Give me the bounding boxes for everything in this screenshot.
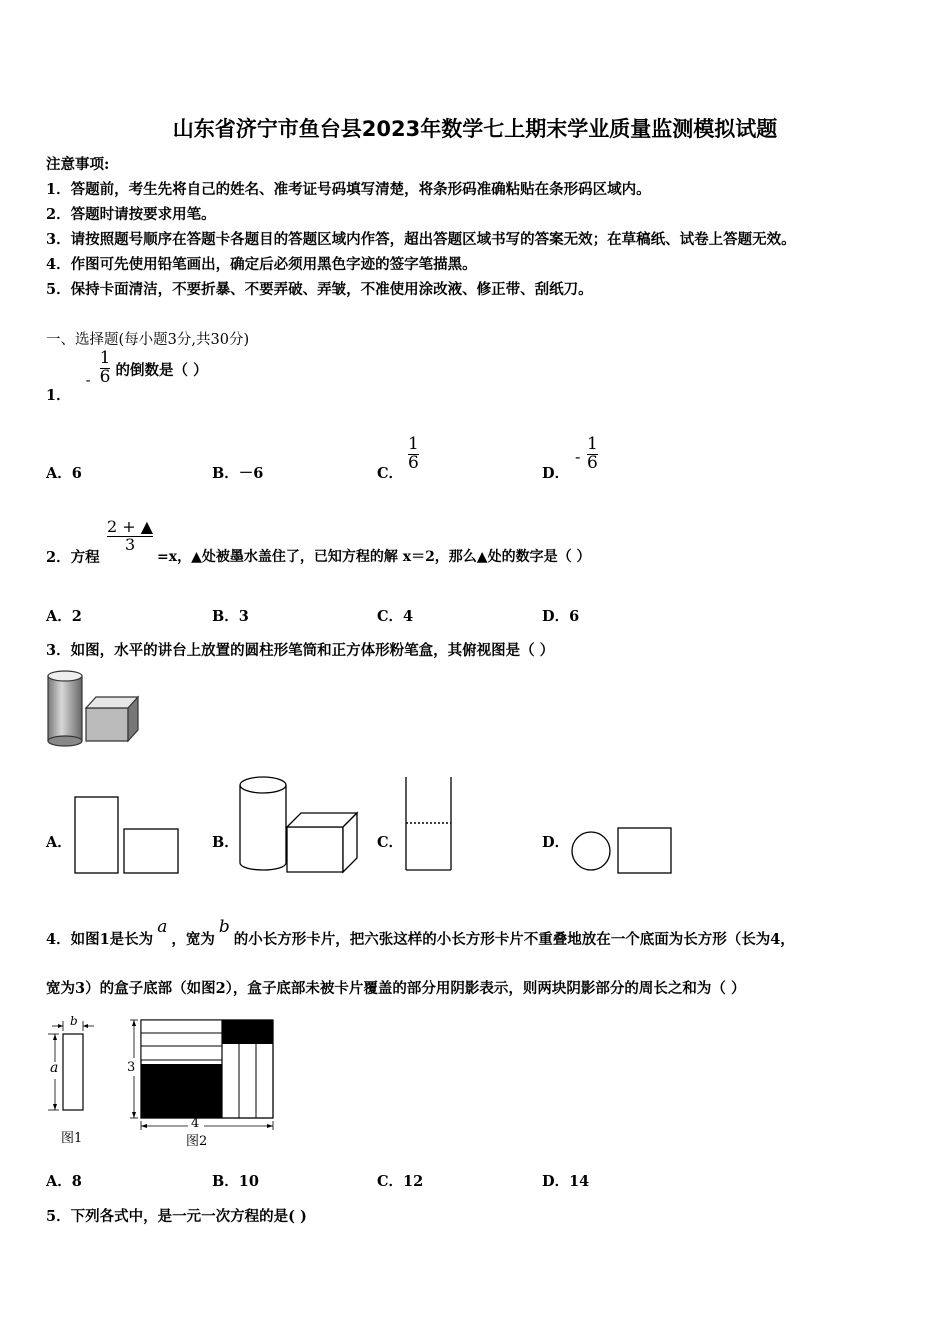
section-heading: 一、选择题(每小题3分,共30分) (46, 332, 250, 348)
q1-fraction (100, 350, 111, 387)
q4-part1: 4．如图1是长为 (46, 931, 154, 948)
q1-option-d-numerator: 1 (587, 434, 598, 454)
q4-figure-2 (124, 1016, 284, 1136)
q1-option-d-denominator: 6 (587, 452, 598, 473)
q4-part3: 的小长方形卡片，把六张这样的小长方形卡片不重叠地放在一个底面为长方形（长为4， (233, 931, 795, 948)
q1-fraction-denominator: 6 (99, 366, 111, 387)
q1-minus: - (85, 373, 91, 390)
q2-fraction-denominator: 3 (124, 534, 136, 554)
q1-option-d-minus: - (575, 447, 581, 466)
question-2-label: 2．方程 (46, 549, 100, 566)
q1-option-d-fraction (587, 436, 598, 473)
q2-option-b[interactable]: B．3 (212, 608, 249, 625)
q1-option-d[interactable]: D． (542, 465, 570, 482)
q1-text: 的倒数是（ ） (115, 362, 208, 380)
q4-option-a[interactable]: A．8 (46, 1173, 82, 1190)
q1-option-c-fraction (408, 436, 419, 473)
question-4-line-1 (46, 917, 795, 949)
q2-fraction (107, 519, 153, 554)
q3-option-c-figure (403, 775, 463, 875)
q1-fraction-numerator: 1 (99, 348, 111, 368)
q3-main-figure (44, 668, 144, 748)
q1-option-c-numerator: 1 (408, 434, 419, 454)
q2-option-c[interactable]: C．4 (377, 608, 414, 625)
q2-option-d[interactable]: D．6 (542, 608, 580, 625)
q4-option-b[interactable]: B．10 (212, 1173, 259, 1190)
notice-item: 5．保持卡面清洁，不要折暴、不要弄破、弄皱，不准使用涂改液、修正带、刮纸刀。 (46, 281, 593, 298)
q3-option-d[interactable]: D． (542, 834, 570, 851)
notice-item: 3．请按照题号顺序在答题卡各题目的答题区域内作答，超出答题区域书写的答案无效；在草稿纸、试卷上答题无效。 (46, 231, 796, 248)
notice-item: 4．作图可先使用铅笔画出，确定后必须用黑色字迹的签字笔描黑。 (46, 256, 477, 273)
q2-fraction-numerator: 2 + ▲ (107, 517, 154, 536)
q4-fig1-a-label: a (50, 1060, 59, 1076)
question-3-text: 3．如图，水平的讲台上放置的圆柱形笔筒和正方体形粉笔盒，其俯视图是（ ） (46, 642, 555, 659)
question-1 (46, 348, 208, 405)
q4-fig2-height-label: 3 (127, 1060, 136, 1075)
q3-option-b[interactable]: B． (212, 834, 239, 851)
q1-option-b[interactable]: B．－6 (212, 465, 264, 482)
q3-option-b-figure (237, 775, 362, 877)
page-title: 山东省济宁市鱼台县2023年数学七上期末学业质量监测模拟试题 (172, 117, 778, 141)
q1-option-c[interactable]: C． (377, 465, 404, 482)
q4-var-b: b (218, 917, 230, 937)
q3-option-c[interactable]: C． (377, 834, 404, 851)
question-2-text: =x，▲处被墨水盖住了，已知方程的解 x＝2，那么▲处的数字是（ ） (157, 549, 591, 565)
q1-option-c-denominator: 6 (408, 452, 419, 473)
q3-option-a[interactable]: A． (46, 834, 72, 851)
q4-fig2-width-label: 4 (191, 1116, 200, 1131)
q3-option-a-figure (72, 795, 182, 877)
q4-option-d[interactable]: D．14 (542, 1173, 590, 1190)
q4-var-a: a (157, 917, 168, 937)
q4-option-c[interactable]: C．12 (377, 1173, 424, 1190)
q2-option-a[interactable]: A．2 (46, 608, 82, 625)
q4-fig1-caption: 图1 (61, 1131, 83, 1146)
notice-heading: 注意事项: (46, 156, 110, 173)
q3-option-d-figure (568, 825, 678, 877)
q1-number: 1． (46, 387, 71, 405)
q1-option-a[interactable]: A．6 (46, 465, 82, 482)
notice-item: 2．答题时请按要求用笔。 (46, 206, 216, 223)
question-5-text: 5．下列各式中，是一元一次方程的是( ) (46, 1208, 307, 1225)
q4-fig1-b-label: b (70, 1014, 78, 1028)
question-4-line-2: 宽为3）的盒子底部（如图2），盒子底部未被卡片覆盖的部分用阴影表示，则两块阴影部分的周长之和为（ ） (46, 980, 746, 997)
q4-part2: ，宽为 (171, 931, 215, 948)
notice-item: 1．答题前，考生先将自己的姓名、准考证号码填写清楚，将条形码准确粘贴在条形码区域内。 (46, 181, 651, 198)
q4-fig2-caption: 图2 (186, 1134, 208, 1149)
